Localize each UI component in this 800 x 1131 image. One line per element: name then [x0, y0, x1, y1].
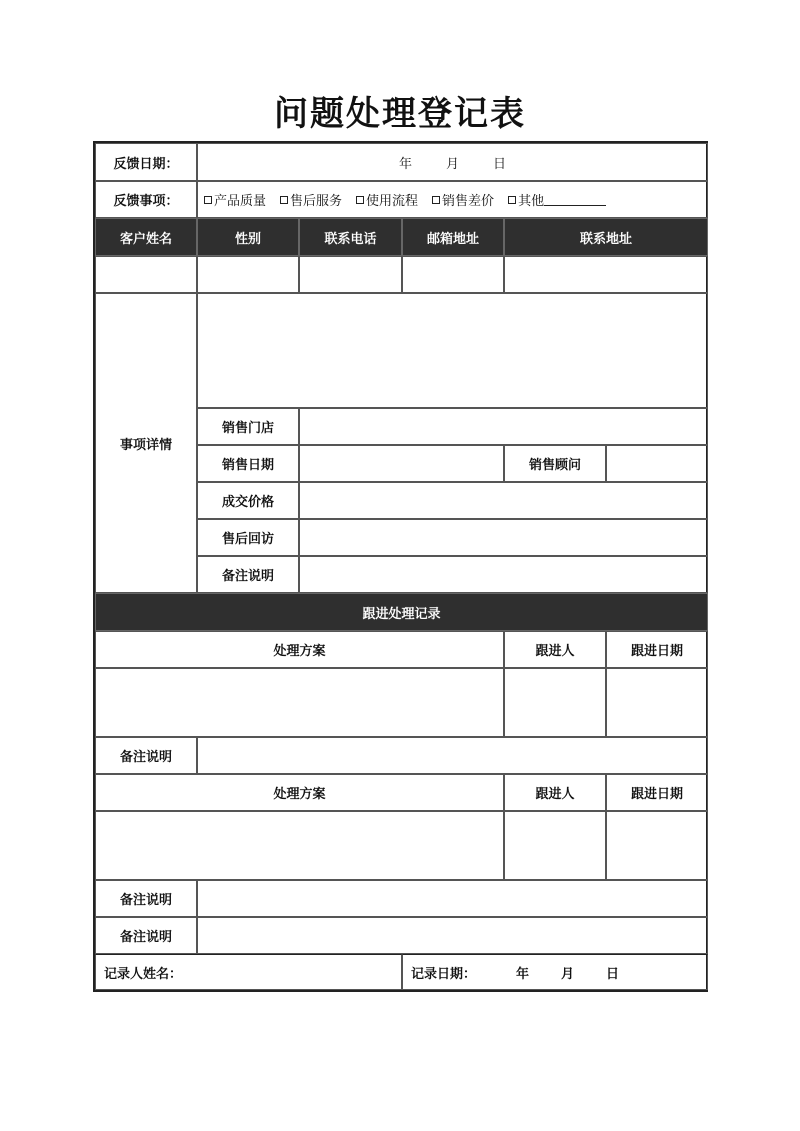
followup-date-header: 跟进日期 [606, 774, 708, 811]
followup-person-header: 跟进人 [504, 774, 606, 811]
sales-store-label: 销售门店 [197, 408, 299, 445]
recorder-field[interactable] [95, 954, 402, 990]
other-blank[interactable] [544, 193, 606, 206]
followup-remarks-label: 备注说明 [95, 880, 197, 917]
plan-input[interactable] [95, 811, 504, 880]
customer-name-input[interactable] [95, 256, 197, 293]
recorder-label: 记录人姓名： [104, 966, 183, 982]
form-title: 问题处理登记表 [274, 94, 526, 134]
phone-input[interactable] [299, 256, 402, 293]
after-sales-visit-input[interactable] [299, 519, 708, 556]
option-price-difference[interactable]: 销售差价 [432, 190, 494, 209]
email-input[interactable] [402, 256, 504, 293]
followup-date-header: 跟进日期 [606, 631, 708, 668]
record-date-field[interactable] [402, 954, 708, 990]
record-date-day: 日 [606, 966, 620, 982]
details-description-area[interactable] [197, 293, 708, 408]
followup-person-input[interactable] [504, 811, 606, 880]
feedback-items-label: 反馈事项： [95, 181, 197, 218]
sale-date-input[interactable] [299, 445, 504, 482]
date-month: 月 [445, 156, 459, 172]
option-usage-flow[interactable]: 使用流程 [356, 190, 418, 209]
checkbox-icon [280, 196, 288, 204]
details-label: 事项详情 [95, 293, 197, 593]
record-date-month: 月 [561, 966, 575, 982]
checkbox-icon [432, 196, 440, 204]
followup-remarks-input[interactable] [197, 917, 708, 954]
followup-date-input[interactable] [606, 668, 708, 737]
plan-header: 处理方案 [95, 631, 504, 668]
sales-store-input[interactable] [299, 408, 708, 445]
consultant-label: 销售顾问 [504, 445, 606, 482]
after-sales-visit-label: 售后回访 [197, 519, 299, 556]
followup-remarks-input[interactable] [197, 737, 708, 774]
feedback-date-label: 反馈日期： [95, 143, 197, 181]
plan-input[interactable] [95, 668, 504, 737]
followup-remarks-label: 备注说明 [95, 737, 197, 774]
checkbox-icon [356, 196, 364, 204]
record-date-label: 记录日期： [411, 966, 477, 982]
sale-date-label: 销售日期 [197, 445, 299, 482]
feedback-items-options [197, 181, 708, 218]
header-customer-name: 客户姓名 [95, 218, 197, 256]
option-other[interactable]: 其他 [508, 190, 606, 209]
registration-form [93, 141, 708, 992]
header-phone: 联系电话 [299, 218, 402, 256]
header-address: 联系地址 [504, 218, 708, 256]
record-date-year: 年 [516, 966, 530, 982]
option-after-sales[interactable]: 售后服务 [280, 190, 342, 209]
header-gender: 性别 [197, 218, 299, 256]
checkbox-icon [508, 196, 516, 204]
address-input[interactable] [504, 256, 708, 293]
plan-header: 处理方案 [95, 774, 504, 811]
followup-section-title: 跟进处理记录 [95, 593, 708, 631]
date-day: 日 [493, 156, 507, 172]
option-product-quality[interactable]: 产品质量 [204, 190, 266, 209]
gender-input[interactable] [197, 256, 299, 293]
details-remarks-input[interactable] [299, 556, 708, 593]
deal-price-label: 成交价格 [197, 482, 299, 519]
followup-person-input[interactable] [504, 668, 606, 737]
checkbox-icon [204, 196, 212, 204]
header-email: 邮箱地址 [402, 218, 504, 256]
followup-date-input[interactable] [606, 811, 708, 880]
feedback-date-field[interactable] [197, 143, 708, 181]
deal-price-input[interactable] [299, 482, 708, 519]
followup-remarks-label: 备注说明 [95, 917, 197, 954]
date-year: 年 [398, 156, 412, 172]
followup-remarks-input[interactable] [197, 880, 708, 917]
consultant-input[interactable] [606, 445, 708, 482]
details-remarks-label: 备注说明 [197, 556, 299, 593]
followup-person-header: 跟进人 [504, 631, 606, 668]
